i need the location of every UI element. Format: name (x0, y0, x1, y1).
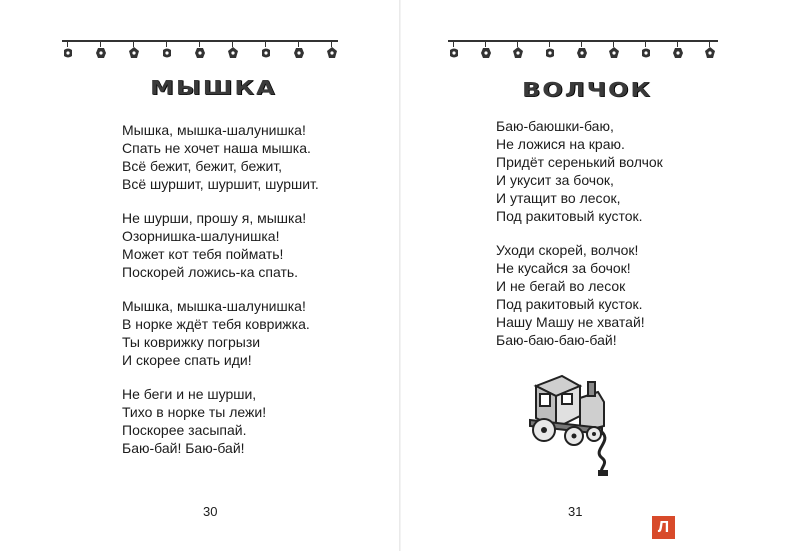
poem-title-myshka: МЫШКА (150, 76, 277, 100)
poem-line: Под ракитовый кусток. (496, 208, 643, 224)
right-page (400, 0, 800, 551)
stanza (122, 209, 319, 281)
stanza (122, 121, 319, 193)
stanza (496, 241, 663, 349)
poem-line: И укусит за бочок, (496, 172, 614, 188)
poem-line: Ты коврижку погрызи (122, 334, 261, 350)
poem-title-volchok: ВОЛЧОК (522, 78, 653, 102)
poem-myshka (122, 121, 319, 473)
poem-line: Нашу Машу не хватай! (496, 314, 645, 330)
poem-line: Баю-бай! Баю-бай! (122, 440, 245, 456)
toy-train-icon (522, 372, 612, 477)
poem-line: И скорее спать иди! (122, 352, 252, 368)
poem-line: Озорнишка-шалунишка! (122, 228, 280, 244)
poem-line: И утащит во лесок, (496, 190, 621, 206)
stanza (496, 117, 663, 225)
poem-line: Баю-баюшки-баю, (496, 118, 614, 134)
publisher-badge: Л (652, 516, 675, 539)
stanza (122, 297, 319, 369)
poem-volchok (496, 117, 663, 365)
poem-line: Уходи скорей, волчок! (496, 242, 639, 258)
poem-line: Придёт серенький волчок (496, 154, 663, 170)
poem-line: Всё шуршит, шуршит, шуршит. (122, 176, 319, 192)
poem-line: Мышка, мышка-шалунишка! (122, 298, 306, 314)
page-number: 31 (568, 504, 583, 519)
poem-line: Не беги и не шурши, (122, 386, 257, 402)
poem-line: Мышка, мышка-шалунишка! (122, 122, 306, 138)
poem-line: Не ложися на краю. (496, 136, 625, 152)
poem-line: Не шурши, прошу я, мышка! (122, 210, 307, 226)
poem-line: Может кот тебя поймать! (122, 246, 284, 262)
toy-border (448, 38, 718, 64)
toy-border (62, 38, 338, 64)
poem-line: И не бегай во лесок (496, 278, 626, 294)
poem-line: Баю-баю-баю-бай! (496, 332, 617, 348)
stanza (122, 385, 319, 457)
poem-line: Поскорее засыпай. (122, 422, 247, 438)
border-line (62, 40, 338, 42)
poem-line: Всё бежит, бежит, бежит, (122, 158, 283, 174)
poem-line: Спать не хочет наша мышка. (122, 140, 311, 156)
poem-line: Поскорей ложись-ка спать. (122, 264, 299, 280)
poem-line: Под ракитовый кусток. (496, 296, 643, 312)
poem-line: Не кусайся за бочок! (496, 260, 631, 276)
poem-line: Тихо в норке ты лежи! (122, 404, 267, 420)
page-number: 30 (203, 504, 218, 519)
poem-line: В норке ждёт тебя коврижка. (122, 316, 310, 332)
